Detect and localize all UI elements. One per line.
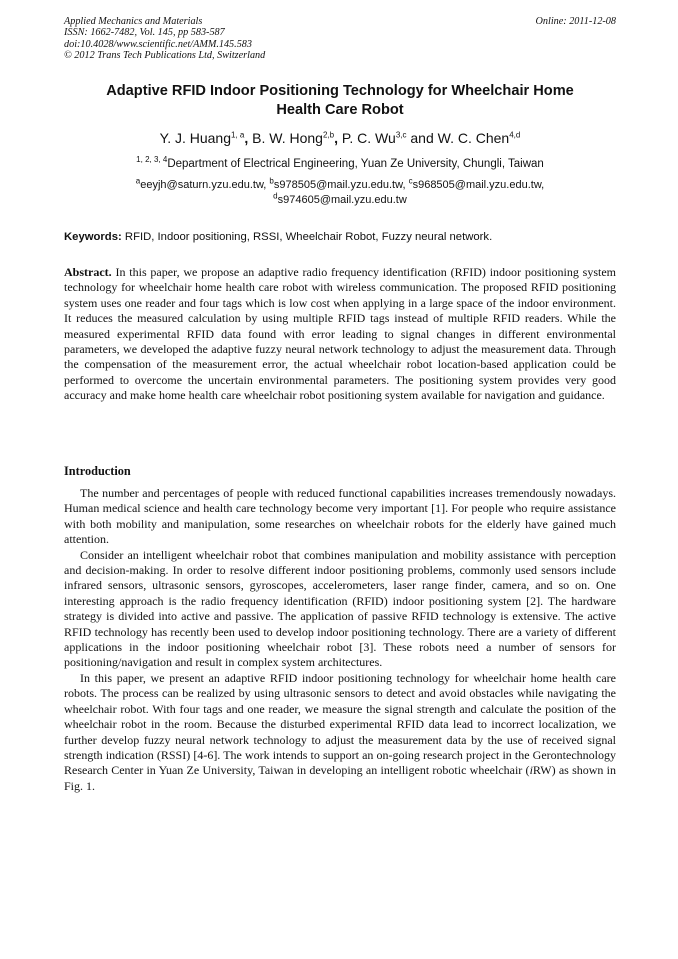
journal-header (64, 16, 616, 62)
abstract-text: In this paper, we propose an adaptive radio frequency identification (RFID) indoor positioning system technology for wheelchair home health care robot with wireless communication. The proposed RFID positioning system uses one reader and four tags which is low cost when applying in a large space of the indoor environment. It reduces the measured calculation by using multiple RFID tags instead of multiple RFID readers. While the measured experimental RFID data found with error leading to signal changes in different environmental parameters, we developed the adaptive fuzzy neural network technology to adjust the measurement data. Through the compensation of the measurement error, the actual wheelchair robot location-based application could be performed to overcome the uncertain environmental parameters. The positioning system provides very good accuracy and make home health care wheelchair robot positioning system available for navigation and guidance. (64, 265, 616, 403)
author-list (64, 129, 616, 147)
author-superscript: 4,d (509, 130, 521, 140)
email-superscript: b (269, 176, 274, 186)
email-address: s974605@mail.yzu.edu.tw (277, 194, 407, 206)
author-and: and (410, 130, 434, 146)
author-superscript: 3,c (395, 130, 407, 140)
author-superscript: 1, a (231, 130, 245, 140)
email-line-1 (64, 178, 616, 193)
author-name: Y. J. Huang (159, 130, 232, 146)
keywords-text: RFID, Indoor positioning, RSSI, Wheelchair Robot, Fuzzy neural network. (124, 231, 493, 243)
affiliation-text: Department of Electrical Engineering, Yuan Ze University, Chungli, Taiwan (167, 158, 544, 170)
journal-name: Applied Mechanics and Materials (64, 16, 203, 27)
title-line-2: Health Care Robot (276, 102, 404, 118)
intro-paragraph-1: The number and percentages of people with reduced functional capabilities increases tremendously nowadays. Human medical science and health care technology become very important [1]. For people who require assistance with both mobility and manipulation, some researches on wheelchair robots for the elderly have gained much attention. (64, 486, 616, 547)
journal-issn: ISSN: 1662-7482, Vol. 145, pp 583-587 (64, 27, 225, 39)
author-name: W. C. Chen (437, 130, 510, 146)
introduction-heading: Introduction (64, 464, 131, 478)
email-superscript: a (135, 176, 141, 186)
paper-title (64, 82, 616, 120)
author-separator: , (244, 130, 249, 146)
introduction-body (64, 486, 616, 794)
intro-paragraph-3-italic: i (529, 763, 533, 778)
abstract-label: Abstract. (64, 265, 112, 279)
email-address: s968505@mail.yzu.edu.tw, (412, 179, 545, 191)
email-superscript: d (273, 191, 278, 201)
author-superscript: 2,b (322, 130, 335, 140)
email-superscript: c (408, 176, 413, 186)
abstract (64, 265, 616, 404)
author-separator: , (334, 130, 338, 146)
journal-doi: doi:10.4028/www.scientific.net/AMM.145.583 (64, 38, 252, 50)
email-line-2 (64, 193, 616, 208)
intro-paragraph-3-text: In this paper, we present an adaptive RFID indoor positioning technology for wheelchair home health care robots. The process can be realized by using ultrasonic sensors to detect and avoid obstacles while navigating the wheelchair robot. With four tags and one reader, we measure the signal strength and calculate the position of the wheelchair robot in the room. Because the disturbed experimental RFID data lead to incorrect localization, we further develop fuzzy neural network technology to adjust the measurement data by the use of received signal strength indication (RSSI) [4-6]. The work intends to support an on-going research project in the Gerontechnology Research Center in Yuan Ze University, Taiwan in developing an intelligent robotic wheelchair ( (64, 670, 616, 778)
email-address: eeyjh@saturn.yzu.edu.tw, (140, 179, 267, 191)
title-line-1: Adaptive RFID Indoor Positioning Technology for Wheelchair Home (106, 83, 574, 99)
journal-copyright: © 2012 Trans Tech Publications Ltd, Switzerland (64, 50, 266, 62)
keywords-label: Keywords: (64, 231, 122, 243)
affiliation (64, 157, 616, 172)
author-name: P. C. Wu (341, 130, 396, 146)
author-name: B. W. Hong (252, 130, 323, 146)
online-date: Online: 2011-12-08 (535, 16, 616, 27)
affiliation-superscript: 1, 2, 3, 4 (136, 155, 168, 165)
keywords (64, 230, 616, 244)
intro-paragraph-3-end: RW) as shown in Fig. 1. (64, 763, 617, 793)
intro-paragraph-3 (64, 671, 616, 794)
intro-paragraph-2: Consider an intelligent wheelchair robot that combines manipulation and mobility assistance with perception and decision-making. In order to resolve different indoor positioning problems, commonly used sensors include infrared sensors, ultrasonic sensors, gyroscopes, accelerometers, laser range finder, camera, and so on. One interesting approach is the radio frequency identification (RFID) indoor positioning system [2]. The hardware strategy is divided into active and passive. The application of passive RFID technology is extensive. The active RFID technology has recently been used to develop indoor positioning technology. There are a variety of different applications in the indoor positioning wheelchair robot [3]. These robots need a number of sensors for positioning/navigation and result in complex system architectures. (64, 547, 616, 670)
email-list (64, 178, 616, 208)
email-address: s978505@mail.yzu.edu.tw, (273, 179, 406, 191)
